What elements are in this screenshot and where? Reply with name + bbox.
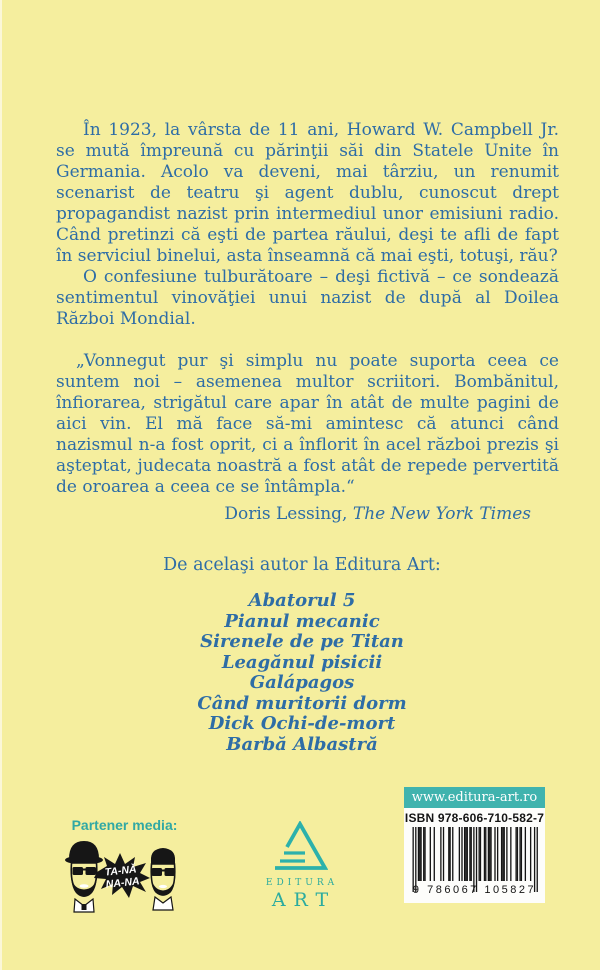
review-quote-block (56, 351, 559, 525)
barcode-panel (404, 787, 545, 903)
left-mouth (80, 884, 89, 888)
sunglasses-bridge (82, 869, 87, 871)
book-title: Abatorul 5 (248, 590, 356, 611)
sunglasses-bridge (161, 870, 166, 872)
barcode-digits: 9 786067 105827 (412, 884, 537, 896)
partner-media-section (52, 817, 197, 924)
book-title: Leagănul pisicii (221, 651, 383, 673)
other-books-heading: De acelaşi autor la Editura Art: (163, 555, 441, 575)
synopsis-paragraph-2: O confesiune tulburătoare – deşi fictivă – ce sondează sentimentul vinovăţiei unui nazist de după al Doilea Război Mondial. (56, 267, 559, 329)
publisher-name-large: ART (271, 889, 337, 911)
book-title: Pianul mecanic (224, 610, 380, 632)
partner-logo-text-line1: TA-NĂ (104, 863, 138, 879)
sunglasses-icon (73, 867, 84, 875)
right-mouth (159, 885, 167, 888)
sunglasses-lens (165, 868, 176, 876)
other-books-section (2, 555, 600, 755)
left-tie (82, 904, 87, 910)
isbn-label: ISBN 978-606-710-582-7 (404, 811, 545, 825)
book-title: Sirenele de pe Titan (200, 631, 404, 652)
review-quote: „Vonnegut pur şi simplu nu poate suporta ceea ce suntem noi – asemenea multor scriitori. Bombănitul, înfiorarea, strigătul care apar în atât de multe pagini de aici vin. El mă face să-mi amintesc că atunci când nazismul n-a fost oprit, ci a înflorit în acel război prezis şi aşteptat, judecata noastră a fost atât de repede pervertită de oroarea a ceea ce se întâmpla.“ (56, 351, 559, 497)
publisher-logo (255, 821, 345, 911)
synopsis (56, 120, 559, 330)
synopsis-paragraph-1: În 1923, la vârsta de 11 ani, Howard W. Campbell Jr. se mută împreună cu părinţii săi din Statele Unite în Germania. Acolo va deveni, mai târziu, un renumit scenarist de teatru şi agent dublu, cunoscut drept propagandist nazist prin intermediul unor emisiuni radio. Când pretinzi că eşti de partea răului, deşi te afli de fapt în serviciul binelui, asta înseamnă că mai eşti, totuşi, rău? (56, 120, 559, 266)
quote-attribution (56, 504, 531, 525)
website-url: www.editura-art.ro (404, 787, 545, 808)
book-title: Dick Ochi-de-mort (208, 713, 396, 734)
right-hair (151, 848, 175, 864)
attribution-name: Doris Lessing, (224, 504, 353, 524)
sunglasses-icon (152, 868, 163, 876)
partner-logo-text-line2: NA-NA (105, 875, 141, 891)
publisher-name-small: EDITURA (265, 878, 339, 888)
editura-art-triangle-icon (272, 821, 328, 871)
book-title: Barbă Albastră (226, 733, 378, 755)
book-title: Când muritorii dorm (197, 692, 407, 714)
attribution-source: The New York Times (352, 504, 531, 524)
partner-media-label: Partener media: (71, 817, 178, 833)
right-collar (153, 897, 173, 910)
partner-logo-icon (57, 836, 192, 924)
book-title: Galápagos (249, 672, 355, 693)
sunglasses-lens (86, 867, 97, 875)
